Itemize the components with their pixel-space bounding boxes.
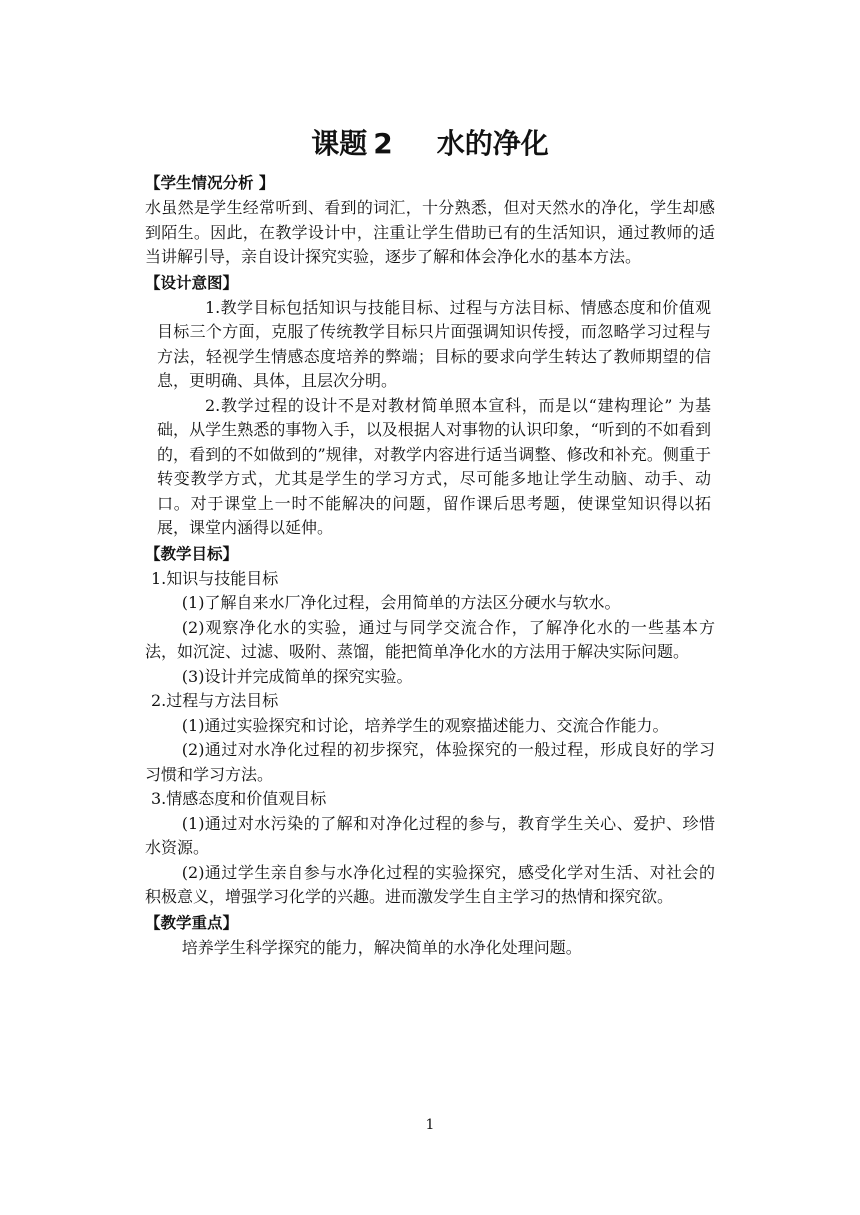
analysis-paragraph: 水虽然是学生经常听到、看到的词汇，十分熟悉，但对天然水的净化，学生却感到陌生。因此，在教学设计中，注重让学生借助已有的生活知识，通过教师的适当讲解引导，亲自设计探究实验，逐步了解和体会净化水的基本方法。 [145, 198, 715, 266]
page-title [0, 124, 860, 164]
objective-knowledge-item-2: (2)观察净化水的实验，通过与同学交流合作，了解净化水的一些基本方法，如沉淀、过滤、吸附、蒸馏，能把简单净化水的方法用于解决实际问题。 [145, 617, 715, 661]
design-paragraph-2: 2.教学过程的设计不是对教材简单照本宣科，而是以“建构理论” 为基础，从学生熟悉的事物入手，以及根据人对事物的认识印象，“听到的不如看到的，看到的不如做到的”规律，对教学内容进行适当调整、修改和补充。侧重于转变教学方式，尤其是学生的学习方式，尽可能多地让学生动脑、动手、动口。对于课堂上一时不能解决的问题，留作课后思考题，使课堂知识得以拓展，课堂内涵得以延伸。 [157, 395, 711, 537]
design-paragraph-1: 1.教学目标包括知识与技能目标、过程与方法目标、情感态度和价值观目标三个方面，克服了传统教学目标只片面强调知识传授，而忽略学习过程与方法，轻视学生情感态度培养的弊端；目标的要求向学生转达了教师期望的信息，更明确、具体，且层次分明。 [157, 297, 711, 390]
section-heading-design: 【设计意图】 [145, 273, 239, 292]
key-points-paragraph: 培养学生科学探究的能力，解决简单的水净化处理问题。 [181, 937, 582, 957]
objective-process-item-2: (2)通过对水净化过程的初步探究，体验探究的一般过程，形成良好的学习习惯和学习方法。 [145, 740, 715, 784]
objective-process-item-1: (1)通过实验探究和讨论，培养学生的观察描述能力、交流合作能力。 [181, 715, 669, 735]
objective-emotion-item-2: (2)通过学生亲自参与水净化过程的实验探究，感受化学对生活、对社会的积极意义，增强学习化学的兴趣。进而激发学生自主学习的热情和探究欲。 [145, 862, 715, 906]
objective-knowledge-label: 1.知识与技能目标 [151, 568, 279, 588]
objective-emotion-label: 3.情感态度和价值观目标 [151, 789, 327, 808]
section-heading-key-points: 【教学重点】 [145, 913, 239, 932]
section-heading-analysis: 【学生情况分析 】 [145, 174, 275, 192]
title-number: 2 [373, 127, 393, 160]
document-body [145, 170, 715, 960]
objective-emotion-item-1: (1)通过对水污染的了解和对净化过程的参与，教育学生关心、爱护、珍惜水资源。 [145, 813, 715, 857]
objective-knowledge-item-1: (1)了解自来水厂净化过程，会用简单的方法区分硬水与软水。 [181, 593, 621, 612]
title-main: 课题 [311, 127, 368, 160]
design-block [145, 296, 715, 541]
title-topic: 水的净化 [436, 127, 549, 160]
page-number: 1 [425, 1117, 435, 1133]
objective-process-label: 2.过程与方法目标 [151, 691, 279, 710]
section-heading-objectives: 【教学目标】 [145, 544, 239, 563]
objective-knowledge-item-3: (3)设计并完成简单的探究实验。 [181, 666, 413, 686]
